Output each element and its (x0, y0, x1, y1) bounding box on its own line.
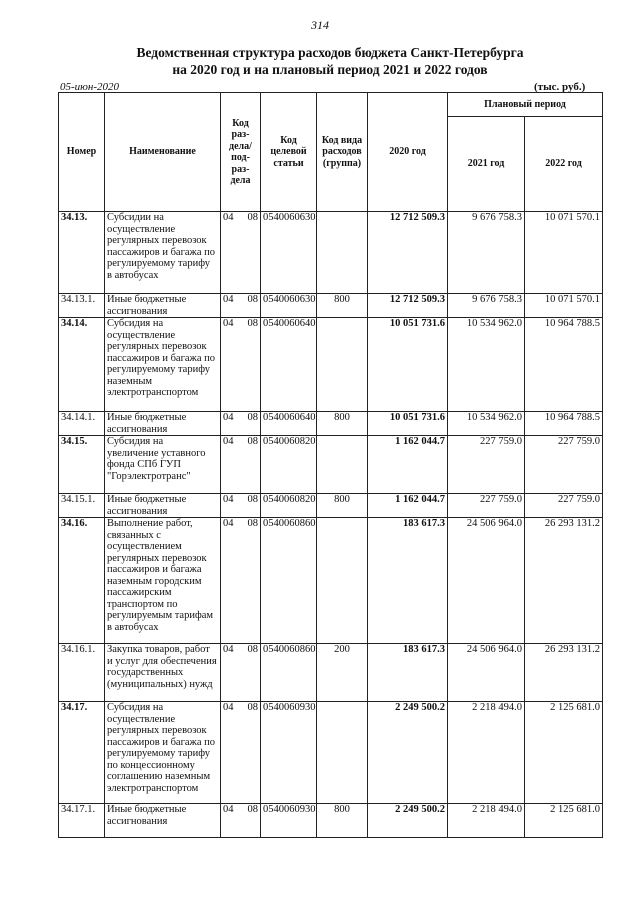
row-name-line: регулируемому тарифу (107, 748, 211, 759)
row-section-code (221, 318, 261, 412)
table-row (59, 644, 603, 702)
row-name-line: пассажиров и багажа по (107, 352, 215, 364)
row-amount-2021: 9 676 758.3 (448, 294, 525, 318)
row-amount-2022: 10 071 570.1 (525, 212, 603, 294)
row-name-line: Субсидия на (107, 702, 164, 713)
row-amount-2020: 183 617.3 (368, 518, 448, 644)
row-amount-2021: 9 676 758.3 (448, 212, 525, 294)
row-amount-2021: 10 534 962.0 (448, 318, 525, 412)
table-row (59, 494, 603, 518)
row-target-code: 0540060860 (261, 644, 317, 702)
row-name-line: фонда СПб ГУП (107, 459, 181, 470)
section-code: 04 (223, 212, 234, 223)
row-target-code: 0540060930 (261, 702, 317, 804)
row-name-line: по концессионному (107, 759, 195, 771)
subsection-code: 08 (247, 518, 258, 529)
row-name-line: электротранспортом (107, 782, 199, 794)
row-expense-kind: 800 (317, 412, 368, 436)
row-section-code (221, 494, 261, 518)
table-row (59, 702, 603, 804)
row-name-line: увеличение уставного (107, 447, 206, 459)
row-section-code (221, 436, 261, 494)
row-name-line: пассажиров и багажа по (107, 736, 215, 748)
row-section-code (221, 412, 261, 436)
section-code: 04 (223, 294, 234, 305)
row-section-code (221, 702, 261, 804)
row-name-line: пассажиров и багажа (107, 564, 202, 575)
row-name-line: пассажирским (107, 587, 172, 598)
row-amount-2021: 2 218 494.0 (448, 702, 525, 804)
row-name-line: осуществление (107, 329, 176, 341)
row-target-code: 0540060630 (261, 294, 317, 318)
row-target-code: 0540060640 (261, 412, 317, 436)
row-name-line: Иные бюджетные (107, 294, 187, 305)
section-code: 04 (223, 804, 234, 815)
row-name-line: регулярных перевозок (107, 235, 207, 246)
row-expense-kind (317, 702, 368, 804)
row-amount-2020: 12 712 509.3 (368, 294, 448, 318)
row-amount-2021: 24 506 964.0 (448, 644, 525, 702)
section-code: 04 (223, 518, 234, 529)
row-name-line: в автобусах (107, 621, 159, 633)
subsection-code: 08 (247, 436, 258, 447)
row-name-line: ассигнования (107, 505, 168, 517)
row-amount-2020: 1 162 044.7 (368, 494, 448, 518)
row-name-line: регулируемым тарифам (107, 610, 214, 621)
row-name-line: Закупка товаров, работ (107, 644, 210, 655)
header-year-2022: 2022 год (525, 117, 603, 212)
row-name-line: Иные бюджетные (107, 494, 187, 505)
row-name-line: ассигнования (107, 305, 168, 317)
row-target-code: 0540060930 (261, 804, 317, 838)
row-number: 34.14. (59, 318, 105, 412)
section-code: 04 (223, 318, 234, 329)
row-name-line: электротранспортом (107, 387, 199, 398)
row-number: 34.14.1. (59, 412, 105, 436)
row-target-code: 0540060630 (261, 212, 317, 294)
row-name-line: пассажиров и багажа по (107, 246, 215, 258)
row-amount-2021: 2 218 494.0 (448, 804, 525, 838)
row-amount-2022: 2 125 681.0 (525, 804, 603, 838)
row-name-line: Субсидия на (107, 318, 164, 329)
header-expense-kind: Код вида расходов (группа) (317, 93, 368, 212)
header-section-code: Код раз- дела/ под- раз- дела (221, 93, 261, 212)
row-amount-2022: 10 071 570.1 (525, 294, 603, 318)
row-amount-2022: 26 293 131.2 (525, 518, 603, 644)
row-amount-2021: 227 759.0 (448, 436, 525, 494)
row-amount-2022: 227 759.0 (525, 436, 603, 494)
document-title-line-1: Ведомственная структура расходов бюджета Санкт-Петербурга (136, 45, 524, 60)
row-name-line: регулируемому тарифу (107, 258, 211, 269)
row-name (105, 294, 221, 318)
row-amount-2021: 10 534 962.0 (448, 412, 525, 436)
row-name (105, 518, 221, 644)
subsection-code: 08 (247, 412, 258, 423)
row-target-code: 0540060820 (261, 436, 317, 494)
header-year-2020: 2020 год (368, 93, 448, 212)
row-amount-2020: 2 249 500.2 (368, 702, 448, 804)
section-code: 04 (223, 644, 234, 655)
row-expense-kind: 800 (317, 294, 368, 318)
row-name-line: ассигнования (107, 423, 168, 435)
row-number: 34.15. (59, 436, 105, 494)
table-row (59, 212, 603, 294)
row-number: 34.15.1. (59, 494, 105, 518)
row-name (105, 318, 221, 412)
table-row (59, 294, 603, 318)
row-name-line: соглашению наземным (107, 771, 211, 782)
subsection-code: 08 (247, 318, 258, 329)
row-name-line: "Горэлектротранс" (107, 470, 191, 482)
header-planned-period: Плановый период (448, 93, 603, 117)
table-row (59, 804, 603, 838)
row-amount-2020: 183 617.3 (368, 644, 448, 702)
row-number: 34.16. (59, 518, 105, 644)
table-row (59, 412, 603, 436)
row-name-line: Выполнение работ, (107, 518, 193, 529)
row-amount-2022: 10 964 788.5 (525, 318, 603, 412)
row-name-line: осуществлением (107, 541, 182, 552)
row-section-code (221, 212, 261, 294)
header-target-code: Код целевой статьи (261, 93, 317, 212)
row-amount-2022: 26 293 131.2 (525, 644, 603, 702)
row-expense-kind: 800 (317, 804, 368, 838)
row-expense-kind (317, 318, 368, 412)
row-name (105, 212, 221, 294)
table-row (59, 318, 603, 412)
row-number: 34.16.1. (59, 644, 105, 702)
row-expense-kind (317, 212, 368, 294)
row-name (105, 702, 221, 804)
row-section-code (221, 804, 261, 838)
subsection-code: 08 (247, 804, 258, 815)
row-name-line: регулярных перевозок (107, 341, 207, 352)
row-name-line: осуществление (107, 713, 176, 725)
row-amount-2022: 2 125 681.0 (525, 702, 603, 804)
row-name-line: наземным городским (107, 575, 202, 587)
row-name-line: Субсидия на (107, 436, 164, 447)
row-name (105, 412, 221, 436)
row-target-code: 0540060860 (261, 518, 317, 644)
row-target-code: 0540060640 (261, 318, 317, 412)
row-expense-kind (317, 436, 368, 494)
row-number: 34.13.1. (59, 294, 105, 318)
subsection-code: 08 (247, 294, 258, 305)
table-row (59, 518, 603, 644)
subsection-code: 08 (247, 494, 258, 505)
row-name-line: Иные бюджетные (107, 412, 187, 423)
row-name-line: наземным (107, 375, 153, 387)
units-label: (тыс. руб.) (534, 81, 586, 93)
subsection-code: 08 (247, 702, 258, 713)
row-number: 34.17.1. (59, 804, 105, 838)
row-amount-2022: 227 759.0 (525, 494, 603, 518)
row-amount-2020: 10 051 731.6 (368, 412, 448, 436)
row-name-line: регулируемому тарифу (107, 364, 211, 375)
row-amount-2021: 24 506 964.0 (448, 518, 525, 644)
row-name-line: в автобусах (107, 269, 159, 281)
subsection-code: 08 (247, 212, 258, 223)
subsection-code: 08 (247, 644, 258, 655)
row-amount-2021: 227 759.0 (448, 494, 525, 518)
header-name: Наименование (105, 93, 221, 212)
document-title (60, 44, 600, 78)
page-number: 314 (311, 18, 329, 32)
row-name (105, 804, 221, 838)
row-name-line: транспортом по (107, 598, 178, 610)
document-title-line-2: на 2020 год и на плановый период 2021 и 2022 годов (172, 62, 488, 77)
document-date: 05-июн-2020 (60, 81, 120, 93)
section-code: 04 (223, 702, 234, 713)
section-code: 04 (223, 494, 234, 505)
header-year-2021: 2021 год (448, 117, 525, 212)
row-section-code (221, 644, 261, 702)
row-name-line: регулярных перевозок (107, 552, 207, 564)
row-name (105, 494, 221, 518)
row-name-line: Субсидии на (107, 212, 164, 223)
section-code: 04 (223, 412, 234, 423)
row-name-line: Иные бюджетные (107, 804, 187, 815)
row-section-code (221, 294, 261, 318)
budget-table (58, 92, 603, 838)
budget-table-body (59, 212, 603, 838)
row-name (105, 436, 221, 494)
header-number: Номер (59, 93, 105, 212)
table-row (59, 436, 603, 494)
row-name-line: осуществление (107, 223, 176, 235)
row-name-line: (муниципальных) нужд (107, 678, 213, 690)
row-name-line: и услуг для обеспечения (107, 655, 217, 667)
row-name (105, 644, 221, 702)
row-name-line: государственных (107, 667, 184, 678)
row-section-code (221, 518, 261, 644)
row-amount-2020: 1 162 044.7 (368, 436, 448, 494)
row-number: 34.17. (59, 702, 105, 804)
row-expense-kind: 200 (317, 644, 368, 702)
row-name-line: ассигнования (107, 815, 168, 827)
row-amount-2020: 2 249 500.2 (368, 804, 448, 838)
row-amount-2020: 10 051 731.6 (368, 318, 448, 412)
row-number: 34.13. (59, 212, 105, 294)
row-amount-2022: 10 964 788.5 (525, 412, 603, 436)
row-expense-kind: 800 (317, 494, 368, 518)
row-expense-kind (317, 518, 368, 644)
row-target-code: 0540060820 (261, 494, 317, 518)
row-name-line: связанных с (107, 529, 161, 541)
section-code: 04 (223, 436, 234, 447)
row-name-line: регулярных перевозок (107, 725, 207, 736)
row-amount-2020: 12 712 509.3 (368, 212, 448, 294)
